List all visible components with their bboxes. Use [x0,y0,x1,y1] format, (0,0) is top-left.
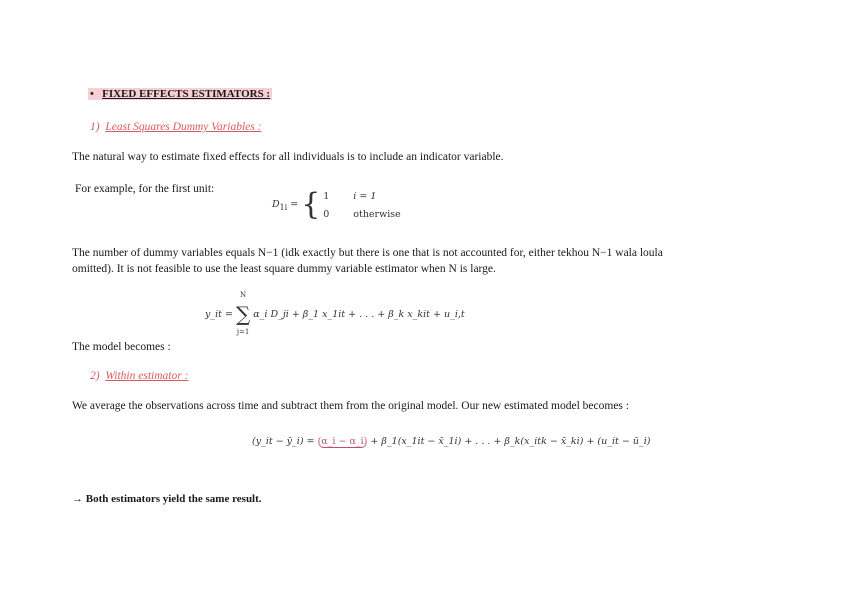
paragraph: The number of dummy variables equals N−1 (idk exactly but there is one that is not accounted for, either tekhou N−1 wala loula [72,247,663,259]
brace-icon: { [301,187,321,222]
paragraph: For example, for the first unit: [75,183,215,195]
arrow-icon: → [72,493,83,505]
case-condition: otherwise [353,208,401,220]
paragraph: We average the observations across time and subtract them from the original model. Our new estimated model becomes : [72,400,629,412]
main-heading [88,88,272,100]
section-2-heading [90,370,188,382]
section-number: 2) [90,370,100,382]
eq-lhs: y_it = [205,308,233,320]
section-title: Least Squares Dummy Variables : [105,121,262,133]
eq-rhs: α_i D_ji + β_1 x_1it + . . . + β_k x_kit + u_i,t [253,308,465,320]
conclusion-text: Both estimators yield the same result. [85,493,262,505]
equation-lsdv [205,291,465,337]
equation-dummy [272,188,401,222]
underbrace-term: (α_i − α_i) [317,436,368,447]
case-condition: i = 1 [353,190,377,202]
eq-lhs: D [272,198,280,210]
case-value: 0 [323,208,330,220]
eq-rhs: + β_1(x_1it − x̄_1i) + . . . + β_k(x_itk − x̄_ki) + (u_it − ū_i) [370,436,651,447]
equation-within [252,436,650,448]
paragraph: The model becomes : [72,341,171,353]
section-title: Within estimator : [105,370,189,382]
paragraph: omitted). It is not feasible to use the least square dummy variable estimator when N is large. [72,263,496,275]
sum-upper: N [240,291,247,299]
section-number: 1) [90,121,100,133]
section-1-heading [90,121,261,133]
paragraph: The natural way to estimate fixed effects for all individuals is to include an indicator variable. [72,151,504,163]
eq-sign: = [290,198,299,210]
heading-text: FIXED EFFECTS ESTIMATORS : [102,88,271,100]
eq-sub: 1i [279,202,288,212]
sum-icon: ∑ [235,302,251,326]
conclusion [72,493,262,505]
case-value: 1 [323,190,330,202]
bullet: • [90,88,94,100]
eq-lhs: (y_it − ȳ_i) = [252,436,315,447]
sum-lower: j=1 [236,328,250,336]
